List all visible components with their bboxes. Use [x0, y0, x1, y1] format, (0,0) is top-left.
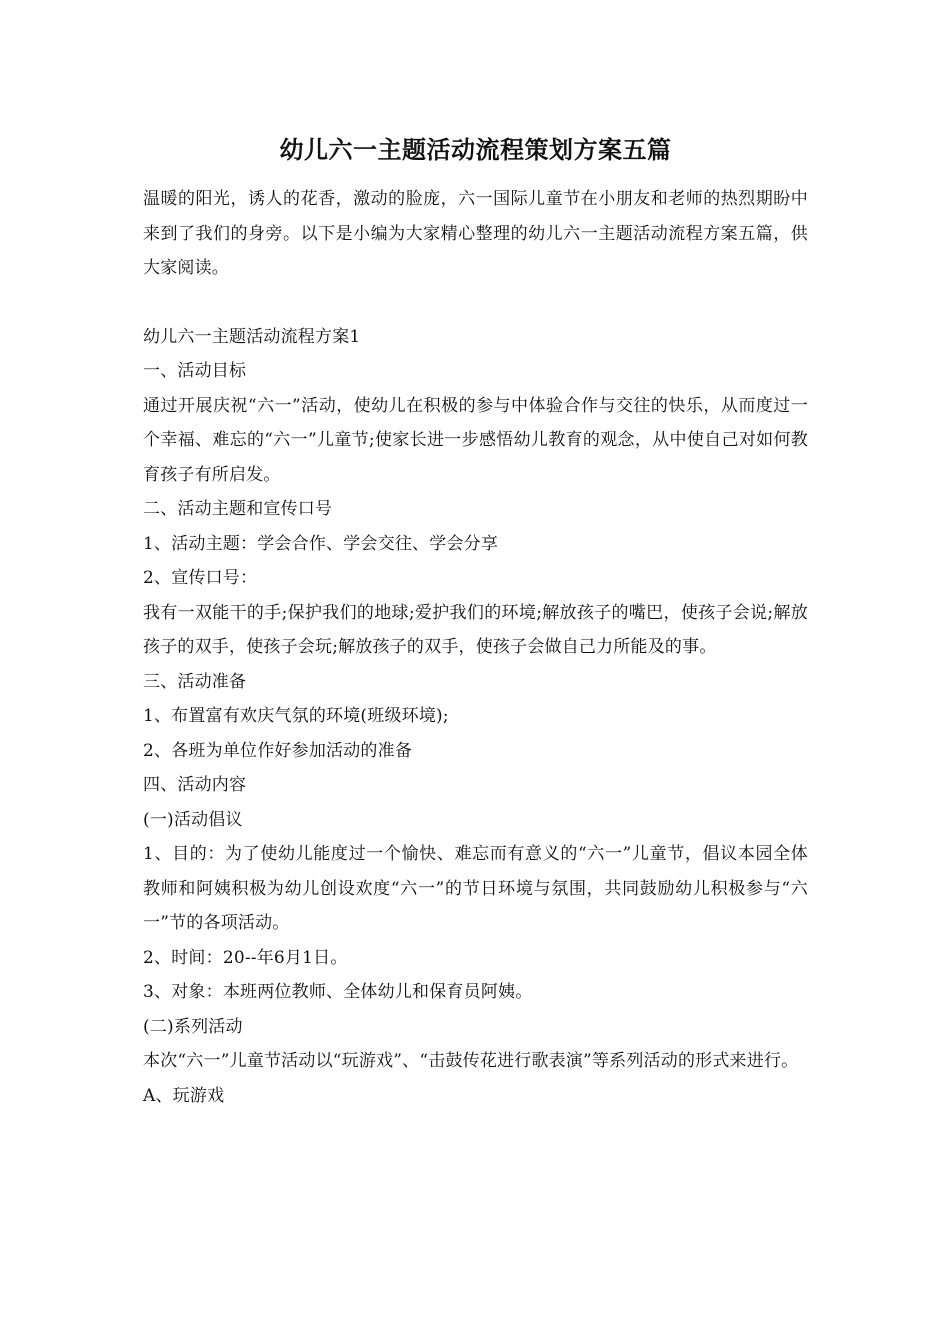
line-play-games: A、玩游戏: [143, 1085, 225, 1106]
paragraph-slogans: 我有一双能干的手;保护我们的地球;爱护我们的环境;解放孩子的嘴巴，使孩子会说;解放孩子的双手，使孩子会玩;解放孩子的双手，使孩子会做自己力所能及的事。: [143, 602, 808, 657]
intro-paragraph: 温暖的阳光，诱人的花香，激动的脸庞，六一国际儿童节在小朋友和老师的热烈期盼中来到了我们的身旁。以下是小编为大家精心整理的幼儿六一主题活动流程方案五篇，供大家阅读。: [143, 189, 808, 278]
section-heading: 幼儿六一主题活动流程方案1: [143, 326, 361, 347]
paragraph-gap: [143, 286, 808, 320]
paragraph-purpose: 1、目的：为了使幼儿能度过一个愉快、难忘而有意义的“六一”儿童节，倡议本园全体教师和阿姨积极为幼儿创设欢度“六一”的节日环境与氛围，共同鼓励幼儿积极参与“六一”节的各项活动。: [143, 844, 808, 933]
document-title: 幼儿六一主题活动流程策划方案五篇: [279, 135, 672, 164]
heading-theme-slogan: 二、活动主题和宣传口号: [143, 499, 333, 519]
line-participants: 3、对象：本班两位教师、全体幼儿和保育员阿姨。: [143, 982, 533, 1002]
line-prep-environment: 1、布置富有欢庆气氛的环境(班级环境);: [143, 706, 449, 726]
subheading-series-activities: (二)系列活动: [143, 1016, 243, 1037]
line-slogan-label: 2、宣传口号：: [143, 568, 258, 588]
document-page: [143, 128, 808, 1113]
paragraph-series-description: 本次“六一”儿童节活动以“玩游戏”、“击鼓传花进行歌表演”等系列活动的形式来进行。: [143, 1051, 799, 1071]
paragraph-goals: 通过开展庆祝“六一”活动，使幼儿在积极的参与中体验合作与交往的快乐，从而度过一个幸福、难忘的“六一”儿童节;使家长进一步感悟幼儿教育的观念，从中使自己对如何教育孩子有所启发。: [143, 395, 808, 485]
line-activity-theme: 1、活动主题：学会合作、学会交往、学会分享: [143, 533, 499, 554]
heading-activity-content: 四、活动内容: [143, 775, 247, 795]
subheading-initiative: (一)活动倡议: [143, 809, 243, 830]
line-prep-classes: 2、各班为单位作好参加活动的准备: [143, 740, 413, 761]
heading-preparation: 三、活动准备: [143, 671, 247, 692]
line-time: 2、时间：20--年6月1日。: [143, 947, 348, 968]
heading-activity-goals: 一、活动目标: [143, 361, 247, 381]
